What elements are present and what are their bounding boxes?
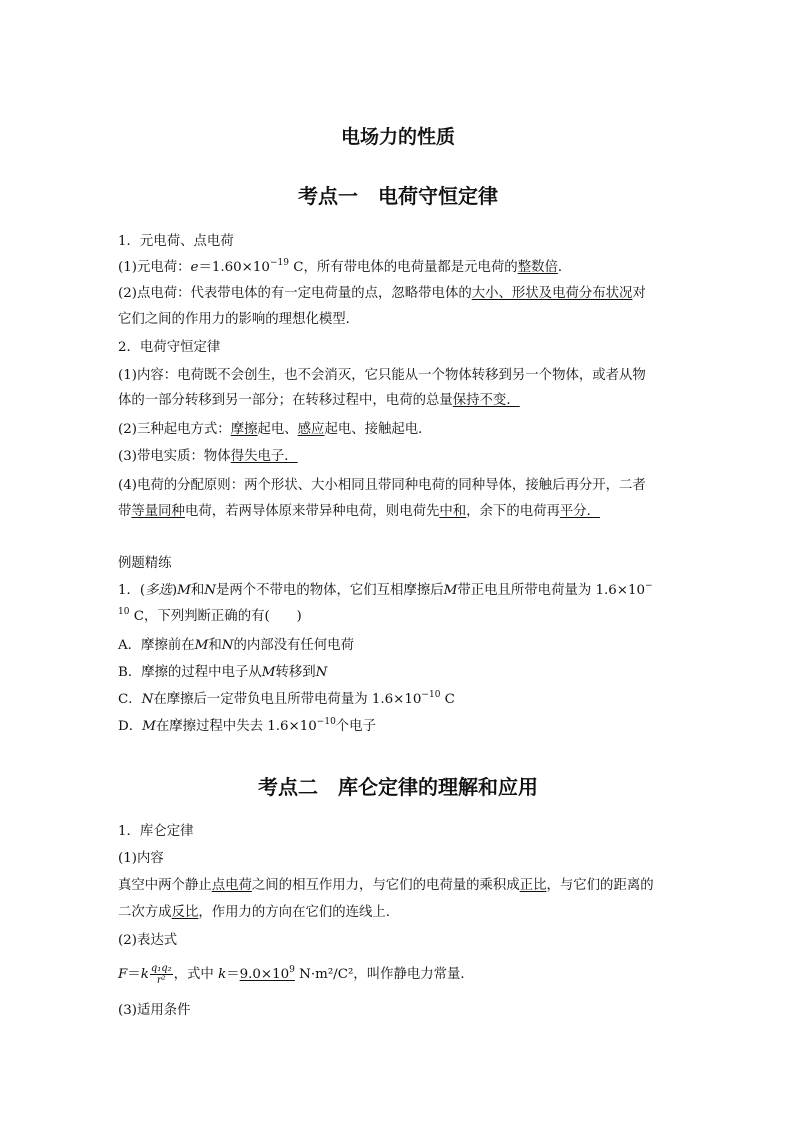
underlined-answer: 中和 [439,504,467,519]
section-heading-2: 考点二 库仑定律的理解和应用 [258,775,538,799]
question-stem: $^{10}$ C，下列判断正确的有( ) [118,607,302,624]
paragraph-line: (1)元电荷：$e=1.60\times 10^{-19}$ C，所有带电体的电荷量都是元电荷的整数倍． [118,258,572,275]
option-a: A．摩擦前在M和N的内部没有任何电荷 [118,638,354,653]
underlined-answer: 保持不变． [452,393,520,408]
paragraph-line: 二次方成反比，作用力的方向在它们的连线上． [118,905,400,920]
subheading: (1)内容 [118,851,164,866]
subheading: (3)适用条件 [118,1003,191,1018]
item-heading: 2．电荷守恒定律 [118,340,221,355]
paragraph-line: (3)带电实质：物体得失电子． [118,449,298,464]
option-c: C．N在摩擦后一定带负电且所带电荷量为 $1.6\times 10^{-10}$ C [118,690,455,707]
item-heading: 1．元电荷、点电荷 [118,234,234,249]
underlined-answer: 摩擦 [230,422,258,437]
formula-line: F＝k $\frac{\text{q₁q₂}}{\text{r²}}$ ，式中 $k=9.0\times 10^9$ N·m²/C²，叫作静电力常量． [118,963,474,986]
paragraph-line: 真空中两个静止点电荷之间的相互作用力，与它们的电荷量的乘积成正比，与它们的距离的 [118,878,654,893]
underlined-answer: 大小、形状及电荷分布状况 [471,286,633,301]
paragraph-line: (1)内容：电荷既不会创生，也不会消灭，它只能从一个物体转移到另一个物体，或者从物 [118,368,646,383]
paragraph-line: 体的一部分转移到另一部分；在转移过程中，电荷的总量保持不变． [118,393,520,408]
underlined-answer: 点电荷 [211,878,252,893]
item-heading: 1．库仑定律 [118,824,194,839]
page-title: 电场力的性质 [340,126,455,148]
paragraph-line: (4)电荷的分配原则：两个形状、大小相同且带同种电荷的同种导体，接触后再分开，二者 [118,478,646,493]
subheading: (2)表达式 [118,933,178,948]
underlined-answer: 反比 [171,905,199,920]
paragraph-line: 带等量同种电荷，若两导体原来带异种电荷，则电荷先中和，余下的电荷再平分． [118,504,601,519]
underlined-answer: 平分． [559,504,601,519]
underlined-answer: 正比 [519,878,547,893]
underlined-answer: 等量同种 [131,504,185,519]
paragraph-line: 它们之间的作用力的影响的理想化模型． [118,312,360,327]
underlined-answer: 得失电子． [230,449,298,464]
section-heading-1: 考点一 电荷守恒定律 [298,184,498,208]
paragraph-line: (2)点电荷：代表带电体的有一定电荷量的点，忽略带电体的大小、形状及电荷分布状况对 [118,286,646,301]
underlined-answer: $9.0\times 10^9$ [239,965,295,982]
option-d: D．M在摩擦过程中失去 $1.6\times 10^{-10}$个电子 [118,717,376,734]
paragraph-line: (2)三种起电方式：摩擦起电、感应起电、接触起电． [118,422,432,437]
option-b: B．摩擦的过程中电子从M转移到N [118,665,328,680]
question-stem: 1．(多选)M和N是两个不带电的物体，它们互相摩擦后M带正电且所带电荷量为 1.6×10− [118,581,653,598]
underlined-answer: 感应 [297,422,325,437]
underlined-answer: 整数倍 [517,260,558,275]
coulomb-fraction: $\frac{\text{q₁q₂}}{\text{r²}}$ [150,963,172,986]
example-label: 例题精练 [118,556,172,571]
